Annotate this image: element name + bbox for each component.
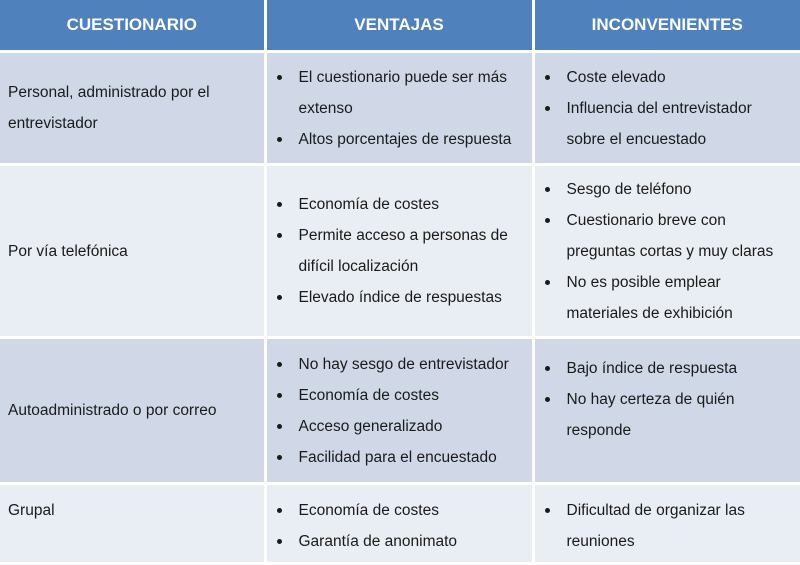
table-row bbox=[0, 338, 800, 484]
table-row bbox=[0, 165, 800, 338]
questionnaire-type: Grupal bbox=[0, 484, 265, 564]
list-item: Coste elevado bbox=[543, 62, 791, 93]
disadvantages-list bbox=[543, 353, 791, 446]
disadvantages-list bbox=[543, 62, 791, 155]
disadvantages-list bbox=[543, 174, 791, 329]
disadvantages-cell bbox=[533, 484, 800, 564]
table-row bbox=[0, 52, 800, 165]
header-ventajas: VENTAJAS bbox=[265, 0, 533, 52]
list-item: No hay sesgo de entrevistador bbox=[275, 349, 522, 380]
list-item: No es posible emplear materiales de exhibición bbox=[543, 267, 791, 329]
advantages-cell bbox=[265, 52, 533, 165]
list-item: Bajo índice de respuesta bbox=[543, 353, 791, 384]
disadvantages-cell bbox=[533, 52, 800, 165]
header-cuestionario: CUESTIONARIO bbox=[0, 0, 265, 52]
advantages-list bbox=[275, 189, 522, 313]
questionnaire-type: Personal, administrado por el entrevistador bbox=[0, 52, 265, 165]
header-row bbox=[0, 0, 800, 52]
list-item: No hay certeza de quién responde bbox=[543, 384, 791, 446]
list-item: Economía de costes bbox=[275, 189, 522, 220]
list-item: Economía de costes bbox=[275, 380, 522, 411]
disadvantages-cell bbox=[533, 338, 800, 484]
advantages-list bbox=[275, 495, 522, 557]
header-inconvenientes: INCONVENIENTES bbox=[533, 0, 800, 52]
list-item: Permite acceso a personas de difícil localización bbox=[275, 220, 522, 282]
list-item: Acceso generalizado bbox=[275, 411, 522, 442]
advantages-list bbox=[275, 349, 522, 473]
list-item: Facilidad para el encuestado bbox=[275, 442, 522, 473]
list-item: Economía de costes bbox=[275, 495, 522, 526]
advantages-cell bbox=[265, 484, 533, 564]
list-item: El cuestionario puede ser más extenso bbox=[275, 62, 522, 124]
list-item: Elevado índice de respuestas bbox=[275, 282, 522, 313]
advantages-list bbox=[275, 62, 522, 155]
questionnaire-type: Por vía telefónica bbox=[0, 165, 265, 338]
disadvantages-list bbox=[543, 495, 791, 557]
questionnaire-type: Autoadministrado o por correo bbox=[0, 338, 265, 484]
list-item: Altos porcentajes de respuesta bbox=[275, 124, 522, 155]
list-item: Influencia del entrevistador sobre el encuestado bbox=[543, 93, 791, 155]
list-item: Dificultad de organizar las reuniones bbox=[543, 495, 791, 557]
list-item: Sesgo de teléfono bbox=[543, 174, 791, 205]
advantages-cell bbox=[265, 338, 533, 484]
disadvantages-cell bbox=[533, 165, 800, 338]
advantages-cell bbox=[265, 165, 533, 338]
list-item: Garantía de anonimato bbox=[275, 526, 522, 557]
table-row bbox=[0, 484, 800, 564]
list-item: Cuestionario breve con preguntas cortas y muy claras bbox=[543, 205, 791, 267]
